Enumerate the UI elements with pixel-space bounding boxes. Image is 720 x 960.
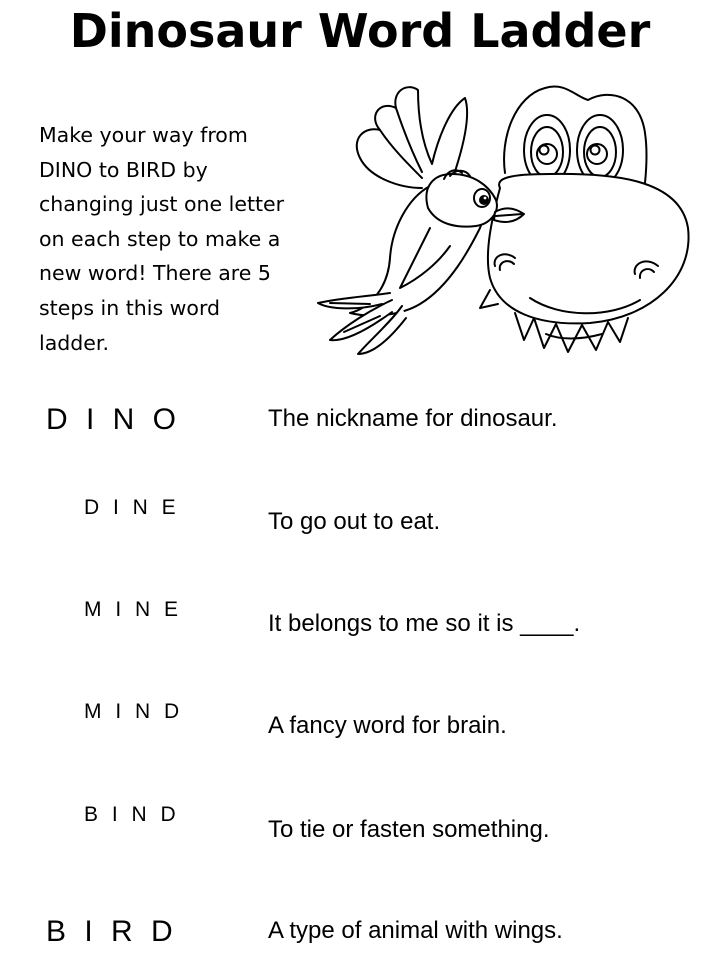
dinosaur-and-bird-icon bbox=[310, 78, 700, 378]
instructions-line: steps in this word bbox=[39, 295, 221, 320]
ladder-word-step: B I N D bbox=[84, 803, 176, 826]
ladder-clue: It belongs to me so it is ____. bbox=[268, 610, 581, 637]
ladder-word-step: D I N E bbox=[84, 496, 176, 519]
ladder-clue: The nickname for dinosaur. bbox=[268, 405, 558, 432]
ladder-word-start: D I N O bbox=[46, 403, 177, 436]
instructions-line: new word! There are 5 bbox=[39, 261, 271, 286]
ladder-word-step: M I N D bbox=[84, 700, 180, 723]
ladder-word-step: M I N E bbox=[84, 598, 179, 621]
instructions-line: changing just one letter bbox=[39, 192, 285, 217]
instructions-line: DINO to BIRD by bbox=[39, 157, 208, 182]
ladder-clue: A type of animal with wings. bbox=[268, 917, 563, 944]
instructions-line: on each step to make a bbox=[39, 226, 281, 251]
page-title: Dinosaur Word Ladder bbox=[69, 4, 651, 58]
instructions-line: Make your way from bbox=[39, 123, 248, 147]
ladder-clue: To go out to eat. bbox=[268, 508, 441, 535]
ladder-word-end: B I R D bbox=[46, 915, 173, 948]
instructions bbox=[39, 118, 324, 360]
instructions-line: ladder. bbox=[39, 330, 109, 355]
ladder-clue: To tie or fasten something. bbox=[268, 816, 550, 843]
ladder-clue: A fancy word for brain. bbox=[268, 712, 507, 739]
